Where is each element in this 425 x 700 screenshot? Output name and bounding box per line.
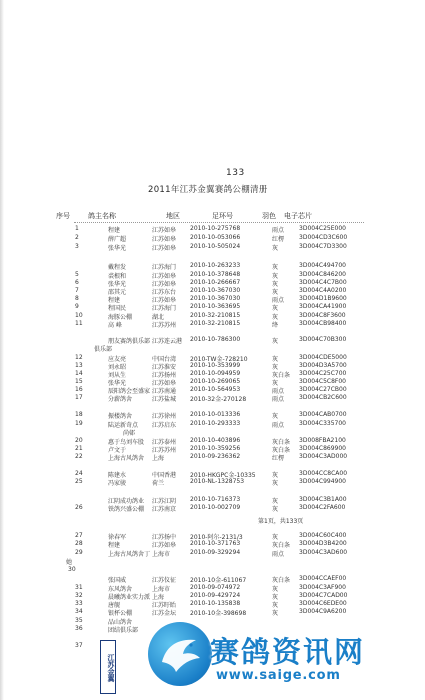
row-region: 江苏徐州 bbox=[152, 413, 177, 420]
row-color: 灰 bbox=[272, 314, 279, 321]
row-owner: 唐舰 bbox=[108, 602, 121, 609]
header-owner: 鸽主名称 bbox=[88, 212, 116, 220]
row-region: 荷兰 bbox=[152, 480, 165, 487]
row-region: 江苏海门 bbox=[152, 264, 177, 271]
row-ring: 2010-10-094959 bbox=[190, 370, 241, 377]
row-ring: 2010-10-403896 bbox=[190, 437, 241, 444]
row-owner: 陆运新奇点 bbox=[108, 422, 139, 429]
row-region: 上海 bbox=[152, 455, 165, 462]
row-ring: 2010-10-266667 bbox=[190, 279, 241, 286]
row-owner: 应友亮 bbox=[108, 356, 127, 363]
row-owner: 陈建水 bbox=[108, 472, 127, 479]
row-owner: 江阴成功鸽业 bbox=[108, 498, 145, 505]
row-no: 7 bbox=[75, 287, 79, 294]
row-chip: 3D004CB2C600 bbox=[299, 394, 347, 401]
row-region: 江苏如皋 bbox=[152, 281, 177, 288]
header-no: 序号 bbox=[56, 212, 70, 220]
row-owner: 徐春军 bbox=[108, 534, 127, 541]
header-region: 地区 bbox=[166, 212, 180, 220]
row-color: 雨点 bbox=[272, 396, 285, 403]
row-ring: 2010-09-074972 bbox=[190, 584, 241, 591]
row-no: 13 bbox=[75, 362, 83, 369]
row-region: 江苏启东 bbox=[152, 422, 177, 429]
row-region: 江苏东台 bbox=[152, 289, 177, 296]
row-no: 3 bbox=[75, 243, 79, 250]
row-chip: 3D004C869900 bbox=[299, 445, 346, 452]
row-chip: 3D004C7CAD00 bbox=[299, 592, 348, 599]
row-no: 12 bbox=[75, 354, 83, 361]
row-chip: 3D004C4A0200 bbox=[299, 287, 347, 294]
row-no: 19 bbox=[75, 420, 83, 427]
row-no: 37 bbox=[75, 642, 83, 649]
row-color: 雨点 bbox=[272, 422, 285, 429]
continuation-text: 30 bbox=[68, 566, 76, 573]
row-color: 灰白条 bbox=[272, 372, 291, 379]
row-ring: 2010-10-013336 bbox=[190, 411, 241, 418]
row-ring: 2010-09-236362 bbox=[190, 453, 241, 460]
row-color: 灰 bbox=[272, 305, 279, 312]
row-color: 绛 bbox=[272, 322, 279, 329]
header-divider bbox=[74, 222, 364, 223]
row-region: 湖北 bbox=[152, 314, 165, 321]
row-no: 28 bbox=[75, 540, 83, 547]
row-color: 雨点 bbox=[272, 227, 285, 234]
row-owner: 东风鸽舍 bbox=[108, 586, 133, 593]
row-owner: 上海古风鸽舍丁 bbox=[108, 551, 151, 558]
row-ring: 2010-10-367030 bbox=[190, 295, 241, 302]
row-ring: 2010-10-275768 bbox=[190, 225, 241, 232]
row-no: 31 bbox=[75, 584, 83, 591]
row-owner: 程建 bbox=[108, 227, 121, 234]
row-color: 灰 bbox=[272, 586, 279, 593]
scan-page-edge bbox=[0, 0, 4, 700]
row-color: 灰 bbox=[272, 610, 279, 617]
row-chip: 3D004C335700 bbox=[299, 420, 346, 427]
row-ring: 2010-10-371763 bbox=[190, 540, 241, 547]
row-ring: 2010-NL-1328753 bbox=[190, 478, 245, 485]
row-owner: 张国威 bbox=[108, 577, 127, 584]
row-color: 灰 bbox=[272, 602, 279, 609]
row-region: 江苏盱眙 bbox=[152, 602, 177, 609]
row-chip: 3D004C3AD000 bbox=[299, 453, 348, 460]
official-stamp: 江苏金翼 bbox=[100, 640, 116, 694]
row-color: 灰白条 bbox=[272, 439, 291, 446]
row-no: 14 bbox=[75, 370, 83, 377]
row-color: 灰 bbox=[272, 594, 279, 601]
row-color: 灰 bbox=[272, 245, 279, 252]
row-color: 灰 bbox=[272, 498, 279, 505]
row-region: 江苏淮安 bbox=[152, 364, 177, 371]
row-no: 29 bbox=[75, 549, 83, 556]
row-owner: 银杯公棚 bbox=[108, 610, 133, 617]
row-region: 江苏金坛 bbox=[152, 610, 177, 617]
row-no: 9 bbox=[75, 303, 79, 310]
row-chip: 3D004C4C7B00 bbox=[299, 279, 347, 286]
row-ring: 2010-10-263233 bbox=[190, 262, 241, 269]
row-chip: 3D004C994900 bbox=[299, 478, 346, 485]
header-color: 羽色 bbox=[262, 212, 276, 220]
row-ring: 2010-10-505024 bbox=[190, 243, 241, 250]
row-color: 灰白条 bbox=[272, 577, 291, 584]
continuation-text: 第1页，共133页 bbox=[258, 518, 304, 525]
row-owner: 铁鸽兴盛公棚 bbox=[108, 506, 145, 513]
document-title: 2011年江苏金翼赛鸽公棚清册 bbox=[148, 185, 268, 195]
row-owner: 振楼鸽舍 bbox=[108, 413, 133, 420]
row-no: 8 bbox=[75, 295, 79, 302]
row-no: 16 bbox=[75, 386, 83, 393]
row-chip: 3D004C2FA600 bbox=[299, 504, 346, 511]
row-region: 上海 bbox=[152, 594, 165, 601]
row-region: 江苏海门 bbox=[152, 305, 177, 312]
row-owner: 高 峰 bbox=[108, 322, 122, 329]
row-ring: 2010-10金-398698 bbox=[190, 610, 247, 617]
row-no: 20 bbox=[75, 437, 83, 444]
row-owner: 品山鸽舍 bbox=[108, 619, 133, 626]
row-ring: 2010-10-293333 bbox=[190, 420, 241, 427]
row-chip: 3D008FBA2100 bbox=[299, 437, 346, 444]
row-chip: 3D004CA41900 bbox=[299, 303, 347, 310]
row-ring: 2010-10-564953 bbox=[190, 386, 241, 393]
row-no: 5 bbox=[75, 271, 79, 278]
row-owner: 上海古风鸽舍 bbox=[108, 455, 145, 462]
row-no: 32 bbox=[75, 592, 83, 599]
row-ring: 2010-10-378648 bbox=[190, 271, 241, 278]
row-color: 灰 bbox=[272, 289, 279, 296]
row-ring: 2010-09-429724 bbox=[190, 592, 241, 599]
row-no: 35 bbox=[75, 617, 83, 624]
row-chip: 3D004CD3C600 bbox=[299, 234, 348, 241]
row-ring: 2010-10-786300 bbox=[190, 336, 241, 343]
row-no: 26 bbox=[75, 504, 83, 511]
row-chip: 3D004C3AF900 bbox=[299, 584, 346, 591]
row-region: 江苏南通 bbox=[152, 388, 177, 395]
row-region: 上海市 bbox=[152, 586, 171, 593]
row-owner: 裘根和 bbox=[108, 273, 127, 280]
row-color: 灰 bbox=[272, 380, 279, 387]
row-color: 雨点 bbox=[272, 388, 285, 395]
row-color: 雨点 bbox=[272, 297, 285, 304]
row-chip: 3D004CAB0700 bbox=[299, 411, 347, 418]
row-ring: 2010-10-359256 bbox=[190, 445, 241, 452]
row-color: 灰 bbox=[272, 480, 279, 487]
row-chip: 3D004C8F3600 bbox=[299, 312, 346, 319]
row-owner: 海豚公棚 bbox=[108, 314, 133, 321]
row-owner: 邵其元 bbox=[108, 289, 127, 296]
row-owner: 张华光 bbox=[108, 245, 127, 252]
row-ring: 2010-10-002709 bbox=[190, 504, 241, 511]
row-no: 34 bbox=[75, 608, 83, 615]
row-ring: 2010-09-329294 bbox=[190, 549, 241, 556]
row-ring: 2010-10-135838 bbox=[190, 600, 241, 607]
row-owner: 张华光 bbox=[108, 380, 127, 387]
row-chip: 3D004C9A6200 bbox=[299, 608, 347, 615]
row-no: 36 bbox=[75, 625, 83, 632]
row-ring: 2010-10-269065 bbox=[190, 378, 241, 385]
watermark-name: 赛鸽资讯网 bbox=[210, 635, 366, 669]
row-color: 灰 bbox=[272, 273, 279, 280]
row-region: 江苏如皋 bbox=[152, 245, 177, 252]
row-owner: 分薪鸽舍 bbox=[108, 396, 133, 403]
row-chip: 3D004D3A5700 bbox=[299, 362, 347, 369]
row-color: 雨点 bbox=[272, 551, 285, 558]
row-region: 江苏如皋 bbox=[152, 227, 177, 234]
row-ring: 2010-10-716373 bbox=[190, 496, 241, 503]
row-ring: 2010-10金-611067 bbox=[190, 577, 247, 584]
row-chip: 3D004C25C700 bbox=[299, 370, 347, 377]
row-owner: 朋友赛鸽俱乐部 bbox=[108, 338, 151, 345]
pigeon-logo-icon bbox=[148, 622, 212, 686]
row-region: 江苏江阴 bbox=[152, 498, 177, 505]
row-region: 江苏仪征 bbox=[152, 577, 177, 584]
row-color: 红楞 bbox=[272, 455, 285, 462]
row-no: 2 bbox=[75, 234, 79, 241]
watermark-url: www.saige.com bbox=[216, 668, 341, 683]
row-no: 15 bbox=[75, 378, 83, 385]
row-color: 灰 bbox=[272, 264, 279, 271]
row-region: 江苏扬州 bbox=[152, 372, 177, 379]
row-color: 灰白条 bbox=[272, 542, 291, 549]
continuation-text: 尚邨 bbox=[123, 430, 136, 437]
row-owner: 团结俱乐部 bbox=[108, 627, 139, 634]
row-chip: 3D004CCAEF00 bbox=[299, 575, 347, 582]
row-no: 17 bbox=[75, 394, 83, 401]
row-no: 33 bbox=[75, 600, 83, 607]
row-chip: 3D004CDE5000 bbox=[299, 354, 347, 361]
row-no: 11 bbox=[75, 320, 83, 327]
row-chip: 3D004CC8CA00 bbox=[299, 470, 348, 477]
row-ring: 2010-32-210815 bbox=[190, 320, 241, 327]
row-chip: 3D004C25E000 bbox=[299, 225, 346, 232]
row-color: 灰白条 bbox=[272, 447, 291, 454]
row-owner: 辰阳鸽会至盛家 bbox=[108, 388, 151, 395]
row-region: 江苏苏州 bbox=[152, 322, 177, 329]
row-region: 江苏泰州 bbox=[152, 439, 177, 446]
row-no: 6 bbox=[75, 279, 79, 286]
row-owner: 冯家骏 bbox=[108, 480, 127, 487]
row-color: 灰 bbox=[272, 281, 279, 288]
page-number: 133 bbox=[226, 168, 245, 178]
row-region: 上海市 bbox=[152, 551, 171, 558]
row-region: 江苏如皋 bbox=[152, 297, 177, 304]
row-no: 21 bbox=[75, 445, 83, 452]
continuation-text: 她 bbox=[66, 559, 73, 566]
row-region: 江苏如皋 bbox=[152, 236, 177, 243]
row-no: 10 bbox=[75, 312, 83, 319]
row-color: 灰 bbox=[272, 472, 279, 479]
row-chip: 3D004C846200 bbox=[299, 271, 346, 278]
row-ring: 2010-阿尔-2131/3 bbox=[190, 534, 243, 541]
row-chip: 3D004CB98400 bbox=[299, 320, 347, 327]
row-region: 江苏如皋 bbox=[152, 380, 177, 387]
row-ring: 2010-10-053066 bbox=[190, 234, 241, 241]
row-owner: 卢文于 bbox=[108, 447, 127, 454]
row-owner: 程建 bbox=[108, 297, 121, 304]
row-ring: 2010-32-210815 bbox=[190, 312, 241, 319]
header-ring: 足环号 bbox=[212, 212, 233, 220]
row-owner: 晨曦鸽业实力派 bbox=[108, 594, 151, 601]
row-region: 江苏连云港 bbox=[152, 338, 183, 345]
row-region: 江苏南京 bbox=[152, 506, 177, 513]
row-no: 25 bbox=[75, 478, 83, 485]
row-region: 中国台湾 bbox=[152, 356, 177, 363]
header-chip: 电子芯片 bbox=[284, 212, 312, 220]
row-color: 灰 bbox=[272, 413, 279, 420]
row-owner: 戴程发 bbox=[108, 264, 127, 271]
row-ring: 2010-32金-270128 bbox=[190, 396, 247, 403]
row-ring: 2010-10-367030 bbox=[190, 287, 241, 294]
row-color: 灰 bbox=[272, 338, 279, 345]
row-chip: 3D004C5C8F00 bbox=[299, 378, 346, 385]
row-chip: 3D004C27CB00 bbox=[299, 386, 347, 393]
row-no: 22 bbox=[75, 453, 83, 460]
row-owner: 薛广超 bbox=[108, 236, 127, 243]
row-chip: 3D004C7D3300 bbox=[299, 243, 347, 250]
row-chip: 3D004C3B1A00 bbox=[299, 496, 347, 503]
row-color: 红楞 bbox=[272, 236, 285, 243]
row-no: 1 bbox=[75, 225, 79, 232]
row-chip: 3D004D1B9600 bbox=[299, 295, 347, 302]
row-owner: 程国民 bbox=[108, 305, 127, 312]
row-chip: 3D004C60C400 bbox=[299, 532, 347, 539]
row-ring: 2010-10-363695 bbox=[190, 303, 241, 310]
row-owner: 程建 bbox=[108, 542, 121, 549]
row-chip: 3D004D3B4200 bbox=[299, 540, 347, 547]
row-chip: 3D004C6EDE00 bbox=[299, 600, 347, 607]
row-owner: 惠于鸟刘车股 bbox=[108, 439, 145, 446]
row-region: 江苏扬中 bbox=[152, 534, 177, 541]
row-region: 江苏如皋 bbox=[152, 542, 177, 549]
site-watermark bbox=[148, 622, 425, 692]
row-region: 江苏苏州 bbox=[152, 447, 177, 454]
row-no: 24 bbox=[75, 470, 83, 477]
row-color: 灰 bbox=[272, 506, 279, 513]
row-no: 27 bbox=[75, 532, 83, 539]
row-owner: 刘从生 bbox=[108, 372, 127, 379]
row-color: 灰 bbox=[272, 356, 279, 363]
row-chip: 3D004C494700 bbox=[299, 262, 346, 269]
row-color: 灰 bbox=[272, 534, 279, 541]
row-owner: 刘永昭 bbox=[108, 364, 127, 371]
row-color: 灰 bbox=[272, 364, 279, 371]
row-chip: 3D004C70B300 bbox=[299, 336, 347, 343]
row-region: 江苏如皋 bbox=[152, 273, 177, 280]
row-owner: 张华光 bbox=[108, 281, 127, 288]
row-region: 中国香港 bbox=[152, 472, 177, 479]
row-region: 江苏盐城 bbox=[152, 396, 177, 403]
row-no: 18 bbox=[75, 411, 83, 418]
row-ring: 2010-10-353999 bbox=[190, 362, 241, 369]
row-ring: 2010-HKGPC金-10335 bbox=[190, 472, 256, 479]
row-chip: 3D004C3AD600 bbox=[299, 549, 348, 556]
continuation-text: 俱乐部 bbox=[94, 346, 113, 353]
row-ring: 2010-TW金-728210 bbox=[190, 356, 248, 363]
